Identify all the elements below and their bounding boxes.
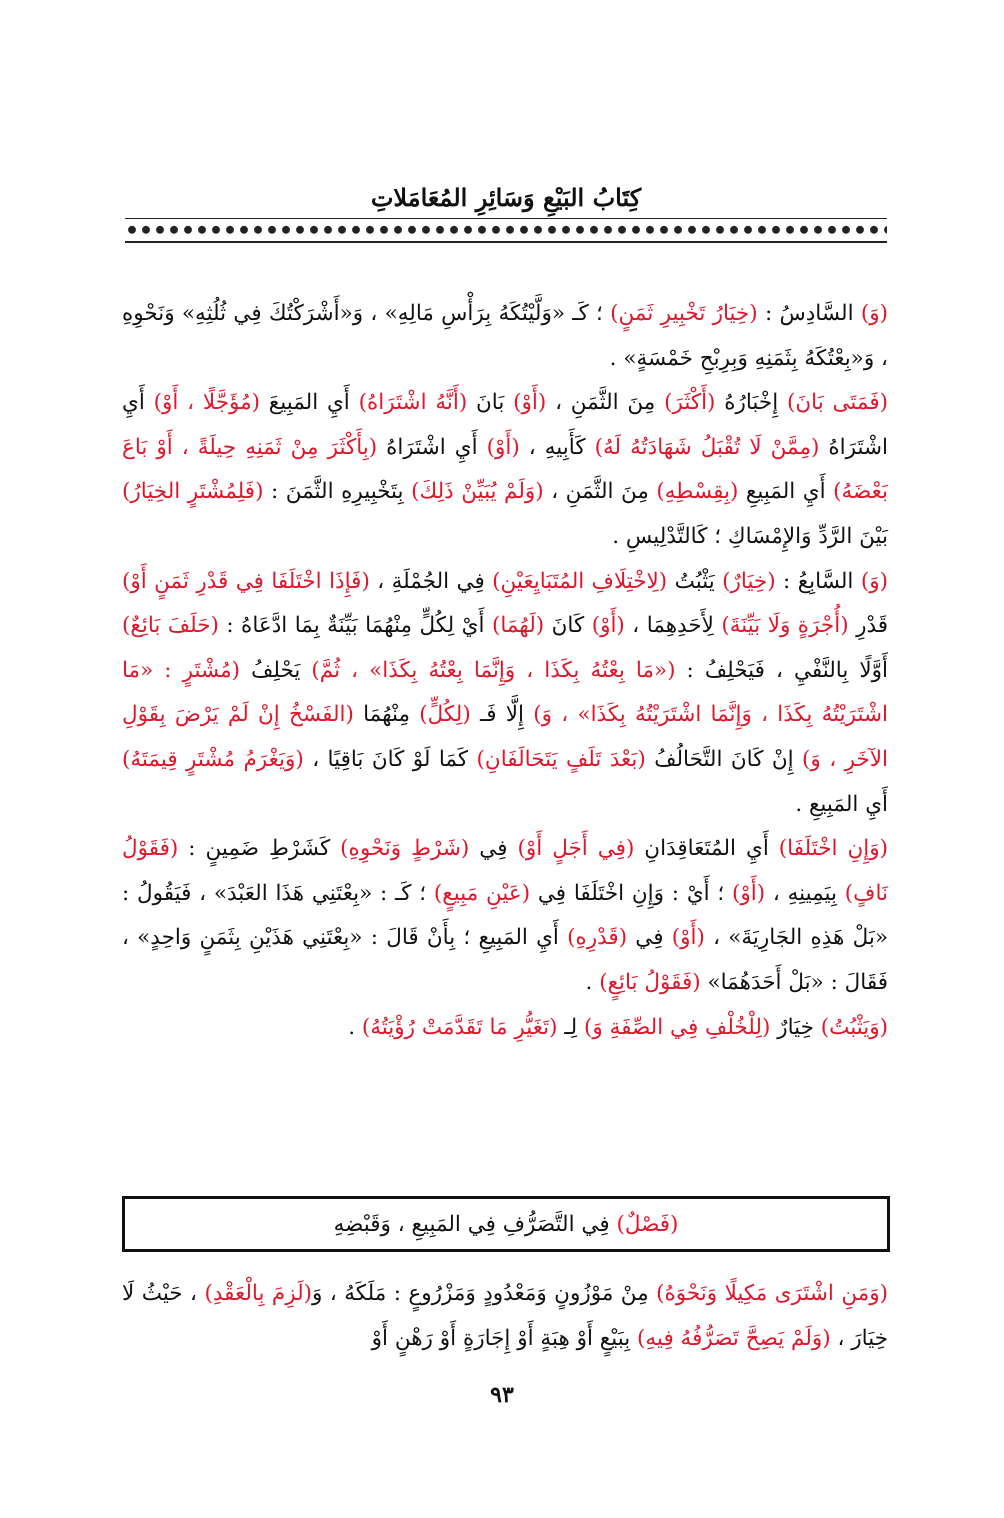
sharh-text: السَّادِسُ : — [757, 301, 861, 326]
matn-text: (بِأَكْثَرَ مِنْ ثَمَنِهِ حِيلَةً ، أَوْ بَاعَ بَعْضَهُ) — [122, 434, 889, 505]
section-title — [334, 1212, 679, 1237]
matn-text: (أَوْ) — [591, 613, 625, 639]
matn-text: (أَوْ) — [486, 434, 520, 460]
matn-text: (بِقِسْطِهِ) — [656, 479, 739, 505]
sharh-text: مِنَ الثَّمَنِ ، — [546, 390, 665, 416]
sharh-text: فِي الجُمْلَةِ ، — [369, 568, 493, 594]
matn-text: (أَنَّهُ اشْتَرَاهُ) — [358, 390, 468, 416]
matn-text: (وَمَنِ اشْتَرَى مَكِيلًا وَنَحْوَهُ) — [656, 1281, 888, 1306]
matn-text: (عَيْنِ مَبِيعٍ) — [433, 880, 531, 906]
sharh-text: إِنْ كَانَ التَّحَالُفُ — [645, 746, 803, 772]
sharh-text: أَيْ لِكُلٍّ مِنْهُمَا بَيِّنَةٌ بِمَا ادَّعَاهُ : — [218, 613, 492, 639]
matn-text: (الفَسْخُ إِنْ لَمْ يَرْضَ بِقَوْلِ الآخَرِ ، وَ) — [122, 702, 888, 772]
matn-text: (فَصْلٌ) — [616, 1211, 679, 1237]
paragraph — [122, 827, 888, 1005]
sharh-text: كَمَا لَوْ كَانَ بَاقِيًا ، — [303, 746, 477, 772]
sharh-text: إِلَّا فَـ — [470, 702, 534, 728]
paragraph — [122, 292, 888, 381]
sharh-text: كَأَبِيهِ ، — [519, 434, 595, 460]
matn-text: (قَدْرِهِ) — [567, 925, 628, 951]
matn-text: (أُجْرَةٍ وَلَا بَيِّنَةَ) — [721, 613, 849, 639]
matn-text: (لِلْخُلْفِ فِي الصِّفَةِ وَ) — [584, 1014, 771, 1040]
sharh-text: . — [585, 969, 600, 995]
sharh-text: ؛ كَـ : «بِعْتَنِي هَذَا العَبْدَ» ، فَيَقُولُ : «بَلْ هَذِهِ الجَارِيَةَ» ، — [122, 880, 888, 951]
matn-text: (مُشْتَرٍ : «مَا اشْتَرَيْتُهُ بِكَذَا ، وَإِنَّمَا اشْتَرَيْتُهُ بِكَذَا» ، وَ) — [122, 657, 888, 728]
matn-text: (فَقَوْلُ نَافٍ) — [122, 836, 889, 906]
paragraph — [122, 1272, 888, 1361]
sharh-text: كَشَرْطِ ضَمِينٍ : — [178, 836, 341, 862]
page-number: ٩٣ — [490, 1382, 514, 1408]
matn-text: (حَلَفَ بَائِعٌ) — [122, 613, 219, 639]
sharh-text: مِنْ مَوْزُونٍ وَمَعْدُودٍ وَمَزْرُوعٍ : مَلَكَهُ ، وَ — [312, 1281, 657, 1306]
matn-text: (فَقَوْلُ بَائِعٍ) — [599, 969, 701, 995]
paragraph — [122, 381, 888, 559]
sharh-text: يَثْبُتُ — [667, 568, 723, 594]
matn-text: («مَا بِعْتُهُ بِكَذَا ، وَإِنَّمَا بِعْتُهُ بِكَذَا» ، ثُمَّ) — [311, 657, 676, 683]
matn-text: (فِي أَجَلٍ أَوْ) — [517, 836, 635, 862]
sharh-text: خِيَارٌ — [770, 1014, 821, 1040]
matn-text: (لِكُلٍّ) — [419, 702, 471, 728]
ornament-pattern — [125, 221, 887, 237]
sharh-text: بِتَخْبِيرِهِ الثَّمَنَ : — [263, 479, 412, 505]
matn-text: (أَكْثَرَ) — [664, 390, 716, 416]
sharh-text: أَيِ المَبِيعِ . — [795, 791, 888, 817]
sharh-text: فِي — [469, 836, 518, 862]
matn-text: (مِمَّنْ لَا تُقْبَلُ شَهَادَتُهُ لَهُ) — [594, 434, 820, 460]
sharh-text: ؛ أَيْ : وَإِنِ اخْتَلَفَا فِي — [530, 880, 732, 906]
sharh-text: أَيِ المَبِيعِ ؛ بِأَنْ قَالَ : «بِعْتَنِي هَذَيْنِ بِثَمَنٍ وَاحِدٍ» ، فَقَالَ : «بَلْ أَحَدَهُمَا» — [122, 925, 888, 995]
matn-text: (بَعْدَ تَلَفٍ يَتَحَالَفَانِ) — [476, 746, 646, 772]
sharh-text: مِنْهُمَا — [353, 702, 420, 728]
sharh-text: بِبَيْعٍ أَوْ هِبَةٍ أَوْ إِجَارَةٍ أَوْ رَهْنٍ أَوْ — [371, 1325, 638, 1351]
sharh-text: بَيْنَ الرَّدِّ وَالإِمْسَاكِ ؛ كَالتَّدْلِيسِ . — [612, 523, 888, 549]
sharh-text: كَانَ — [544, 613, 592, 639]
sharh-text: السَّابِعُ : — [775, 568, 861, 594]
matn-text: (فَمَتَى بَانَ) — [786, 390, 888, 416]
paragraph — [122, 1006, 888, 1051]
ornamental-border — [125, 218, 887, 243]
sharh-text: لِأَحَدِهِمَا ، — [624, 613, 722, 639]
matn-text: (شَرْطٍ وَنَحْوِهِ) — [340, 836, 470, 862]
matn-text: (لَهُمَا) — [491, 613, 545, 639]
matn-text: (تَغَيُّرِ مَا تَقَدَّمَتْ رُؤْيَتُهُ) — [361, 1014, 558, 1040]
sharh-text: فِي — [627, 925, 672, 951]
matn-text: (فَلِمُشْتَرٍ الخِيَارُ) — [122, 479, 264, 505]
sharh-text: أَيِ المُتَعَاقِدَانِ — [634, 836, 779, 862]
sharh-text: ؛ كَـ «وَلَّيْتُكَهُ بِرَأْسِ مَالِهِ» ، وَ«أَشْرَكْتُكَ فِي ثُلُثِهِ» وَنَحْوِهِ ، وَ«بِعْتُكَهُ بِثَمَنِهِ وَبِرِبْحِ خَمْسَةٍ» . — [122, 301, 888, 371]
matn-text: (أَوْ) — [671, 925, 705, 951]
matn-text: (لَزِمَ بِالْعَقْدِ) — [204, 1281, 313, 1306]
matn-text: (وَلَمْ يُبَيِّنْ ذَلِكَ) — [411, 479, 544, 505]
main-text — [122, 292, 888, 1050]
matn-text: (فَإِذَا اخْتَلَفَا فِي قَدْرِ ثَمَنٍ أَوْ) — [122, 568, 370, 594]
sharh-text: أَيِ المَبِيعِ — [738, 479, 834, 505]
sharh-text: أَوَّلًا بِالنَّفْيِ ، فَيَحْلِفُ : — [675, 657, 888, 683]
sharh-text: أَيِ اشْتَرَاهُ — [122, 390, 888, 460]
sharh-text: بِيَمِينِهِ ، — [765, 880, 845, 906]
sharh-text: بَانَ — [467, 390, 514, 416]
matn-text: (خِيَارُ تَخْبِيرِ ثَمَنٍ) — [610, 301, 758, 326]
matn-text: (وَيَثْبُتُ) — [820, 1014, 888, 1040]
sharh-text: أَيِ المَبِيعَ — [260, 390, 359, 416]
paragraph — [122, 560, 888, 828]
matn-text: (وَإِنِ اخْتَلَفَا) — [778, 836, 888, 862]
book-title: كِتَابُ البَيْعِ وَسَائِرِ المُعَامَلاتِ — [370, 183, 642, 212]
lower-text — [122, 1272, 888, 1361]
sharh-text: مِنَ الثَّمَنِ ، — [543, 479, 657, 505]
matn-text: (خِيَارٌ) — [722, 568, 776, 594]
sharh-text: لِـ — [557, 1014, 585, 1040]
sharh-text: أَيِ اشْتَرَاهُ — [377, 434, 487, 460]
page-header — [125, 182, 887, 243]
matn-text: (أَوْ) — [513, 390, 547, 416]
sharh-text: ، حَيْثُ لَا خِيَارَ ، — [122, 1281, 888, 1351]
section-heading-box — [122, 1196, 890, 1252]
matn-text: (وَيَغْرَمُ مُشْتَرٍ قِيمَتَهُ) — [122, 746, 304, 772]
matn-text: (أَوْ) — [732, 880, 766, 906]
matn-text: (لِاخْتِلَافِ المُتَبَايِعَيْنِ) — [492, 568, 668, 594]
matn-text: (وَ) — [860, 568, 888, 594]
matn-text: (وَلَمْ يَصِحَّ تَصَرُّفُهُ فِيهِ) — [637, 1325, 831, 1351]
matn-text: (مُؤَجَّلًا ، أَوْ) — [153, 390, 261, 416]
sharh-text: يَحْلِفُ — [240, 657, 312, 683]
sharh-text: إِخْبَارُهُ — [715, 390, 787, 416]
matn-text: (وَ) — [860, 301, 888, 326]
sharh-text: فِي التَّصَرُّفِ فِي المَبِيعِ ، وَقَبْضِهِ — [333, 1211, 617, 1237]
sharh-text: . — [348, 1014, 362, 1040]
sharh-text: قَدْرِ — [848, 613, 889, 639]
